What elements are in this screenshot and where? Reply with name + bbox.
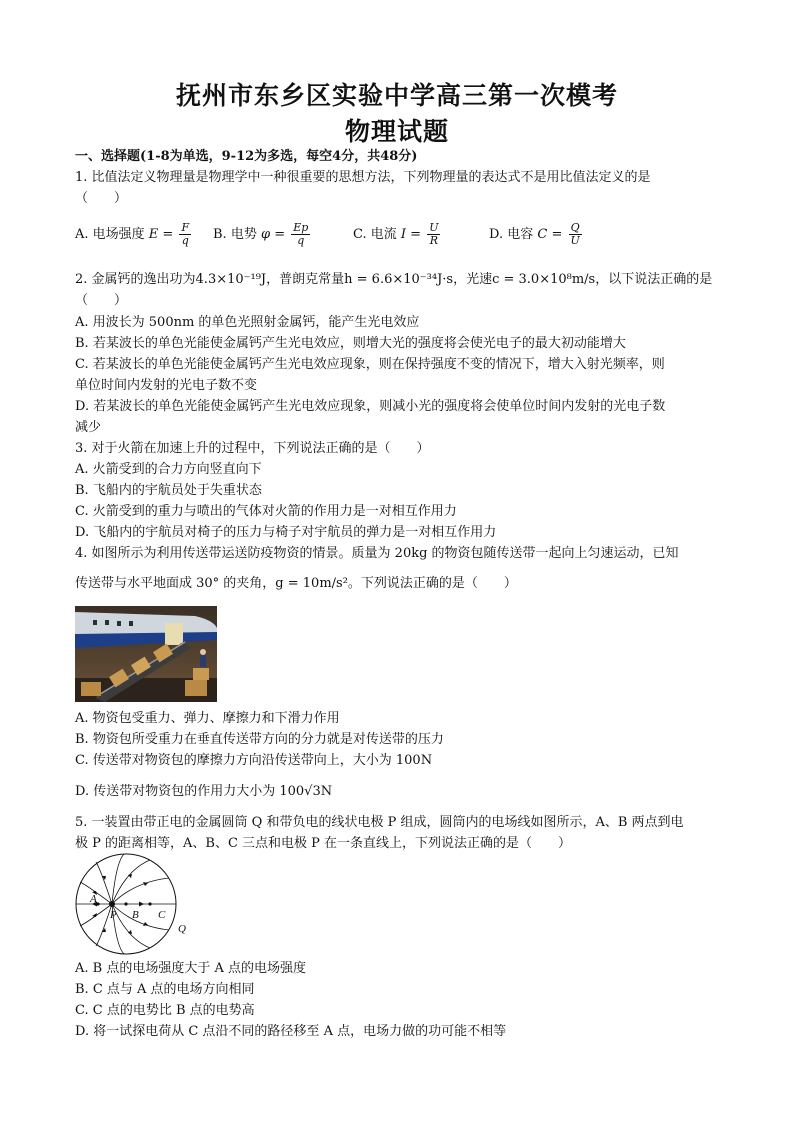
conveyor-photo — [75, 606, 217, 702]
q4-option-c: C. 传送带对物资包的摩擦力方向沿传送带向上，大小为 100N — [75, 753, 433, 768]
q3-option-c: C. 火箭受到的重力与喷出的气体对火箭的作用力是一对相互作用力 — [75, 504, 457, 519]
q5-option-c: C. C 点的电势比 B 点的电势高 — [75, 1003, 255, 1018]
q3-option-a: A. 火箭受到的合力方向竖直向下 — [75, 462, 262, 477]
q5-stem: 5. 一装置由带正电的金属圆筒 Q 和带负电的线状电极 P 组成，圆筒内的电场线如图所示，A、B 两点到电 — [75, 815, 684, 830]
q1-stem: 1. 比值法定义物理量是物理学中一种很重要的思想方法，下列物理量的表达式不是用比值法定义的是 — [75, 170, 651, 185]
label-c: C — [158, 909, 166, 921]
q1-paren: （ ） — [75, 191, 128, 206]
q1-option-d — [489, 222, 584, 247]
q1-option-d-lhs: C = — [537, 227, 563, 242]
q1-option-a — [75, 222, 193, 247]
q1-option-c-lhs: I = — [400, 227, 422, 242]
section-heading: 一、选择题(1-8为单选，9-12为多选，每空4分，共48分) — [75, 149, 418, 164]
q1-option-b-fraction: $\frac{Ep}{q}$ — [293, 221, 309, 247]
q2-option-d-cont: 减少 — [75, 420, 102, 435]
q2-option-c: C. 若某波长的单色光能使金属钙产生光电效应现象，则在保持强度不变的情况下，增大入射光频率，则 — [75, 357, 665, 372]
q3-stem: 3. 对于火箭在加速上升的过程中，下列说法正确的是（ ） — [75, 441, 430, 456]
q3-option-b: B. 飞船内的宇航员处于失重状态 — [75, 483, 262, 498]
q1-option-c-fraction: $\frac{U}{R}$ — [429, 221, 439, 247]
q4-option-d: D. 传送带对物资包的作用力大小为 100√3N — [75, 784, 333, 799]
q4-stem: 4. 如图所示为利用传送带运送防疫物资的情景。质量为 20kg 的物资包随传送带一起向上匀速运动，已知 — [75, 546, 679, 561]
q1-option-c — [353, 222, 442, 247]
label-p: P — [110, 909, 117, 921]
q1-option-b-label: B. 电势 — [213, 227, 257, 242]
q4-option-a: A. 物资包受重力、弹力、摩擦力和下滑力作用 — [75, 711, 340, 726]
q2-option-a: A. 用波长为 500nm 的单色光照射金属钙，能产生光电效应 — [75, 315, 420, 330]
q5-stem-cont: 极 P 的距离相等，A、B、C 三点和电极 P 在一条直线上，下列说法正确的是（ ） — [75, 836, 572, 851]
q5-option-b: B. C 点与 A 点的电场方向相同 — [75, 982, 255, 997]
conveyor-illustration — [75, 606, 217, 702]
field-line-svg — [74, 852, 194, 960]
q4-option-b: B. 物资包所受重力在垂直传送带方向的分力就是对传送带的压力 — [75, 732, 444, 747]
q5-option-d: D. 将一试探电荷从 C 点沿不同的路径移至 A 点，电场力做的功可能不相等 — [75, 1024, 507, 1039]
q2-option-d: D. 若某波长的单色光能使金属钙产生光电效应现象，则减小光的强度将会使单位时间内发射的光电子数 — [75, 399, 666, 414]
label-b: B — [132, 909, 139, 921]
field-line-diagram — [74, 852, 194, 960]
q2-paren: （ ） — [75, 293, 128, 308]
label-q: Q — [178, 923, 186, 935]
q3-option-d: D. 飞船内的宇航员对椅子的压力与椅子对宇航员的弹力是一对相互作用力 — [75, 525, 497, 540]
q5-option-a: A. B 点的电场强度大于 A 点的电场强度 — [75, 961, 306, 976]
q4-stem-cont: 传送带与水平地面成 30° 的夹角，g = 10m/s²。下列说法正确的是（ ） — [75, 576, 517, 591]
q1-option-d-fraction: $\frac{Q}{U}$ — [570, 221, 580, 247]
q1-option-d-label: D. 电容 — [489, 227, 534, 242]
q2-option-b: B. 若某波长的单色光能使金属钙产生光电效应，则增大光的强度将会使光电子的最大初动能增大 — [75, 336, 626, 351]
exam-subtitle: 物理试题 — [344, 117, 449, 146]
q1-option-a-lhs: E = — [148, 227, 174, 242]
label-a: A — [90, 893, 97, 905]
q2-option-c-cont: 单位时间内发射的光电子数不变 — [75, 378, 258, 393]
q1-option-a-fraction: $\frac{F}{q}$ — [181, 221, 190, 247]
q1-option-a-label: A. 电场强度 — [75, 227, 145, 242]
q1-option-b — [213, 222, 312, 247]
q1-option-c-label: C. 电流 — [353, 227, 397, 242]
exam-title: 抚州市东乡区实验中学高三第一次模考 — [175, 81, 618, 110]
q1-option-b-lhs: φ = — [260, 227, 286, 242]
electrode-p-dot — [109, 901, 115, 907]
q2-stem: 2. 金属钙的逸出功为4.3×10⁻¹⁹J，普朗克常量h = 6.6×10⁻³⁴J·s，光速c = 3.0×10⁸m/s，以下说法正确的是 — [75, 272, 713, 287]
